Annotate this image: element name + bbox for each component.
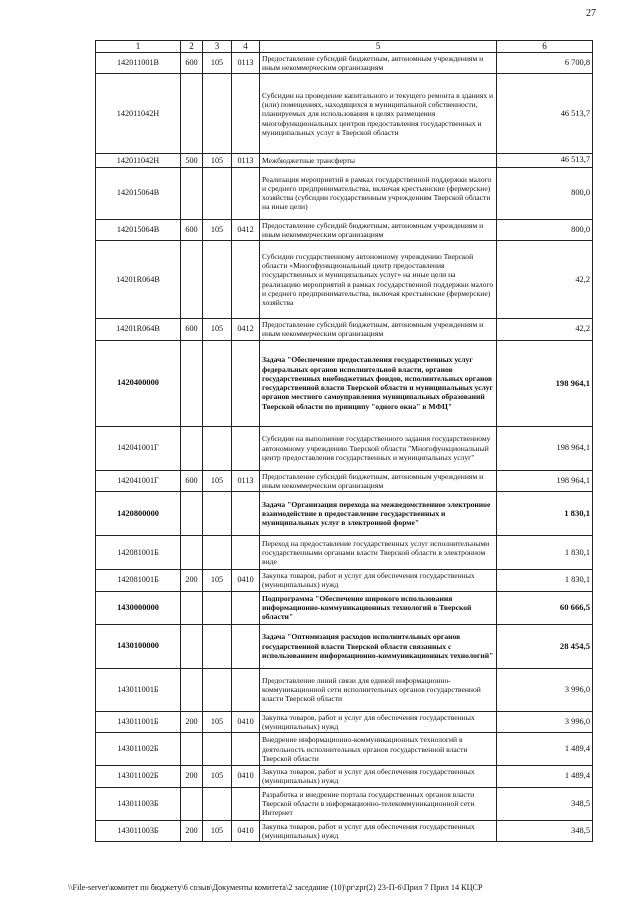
row-description: Закупка товаров, работ и услуг для обеспечения государственных (муниципальных) нужд [260,766,497,788]
row-col-4 [232,426,260,470]
row-code: 142011042Н [96,74,181,154]
row-col-3 [203,787,232,820]
row-col-3: 105 [203,570,232,592]
row-col-2 [181,624,203,668]
row-col-4 [232,492,260,536]
table-row [96,820,593,842]
row-description: Субсидии на проведение капитального и текущего ремонта в зданиях и (или) помещениях, находящихся в муниципальной собственности, планируемых для использования в целях размещения многофункциональных центров предоставления государственных и муниципальных услуг в Тверской области [260,74,497,154]
row-amount: 800,0 [497,219,593,241]
row-description: Субсидии на выполнение государственного задания государственному автономному учреждению Тверской области "Многофункциональный центр предоставления государственных и муниципальных услуг" [260,426,497,470]
row-description: Задача "Организация перехода на межведомственное электронное взаимодействие в предоставление государственных и муниципальных услуг в электронной форме" [260,492,497,536]
row-col-4: 0410 [232,711,260,733]
row-description: Подпрограмма "Обеспечение широкого использования информационно-коммуникационных технологий в Тверской области" [260,591,497,624]
column-header: 3 [203,41,232,53]
row-col-4: 0410 [232,766,260,788]
row-code: 142081001Б [96,536,181,570]
table-row [96,167,593,219]
column-header: 4 [232,41,260,53]
row-col-2 [181,426,203,470]
row-amount: 1 489,4 [497,733,593,766]
row-col-2: 200 [181,570,203,592]
row-amount: 1 830,1 [497,492,593,536]
row-amount: 6 700,8 [497,52,593,74]
row-col-2: 600 [181,219,203,241]
row-code: 142015064В [96,167,181,219]
table-body [96,52,593,841]
row-col-3: 105 [203,219,232,241]
row-col-4 [232,668,260,711]
row-col-3: 105 [203,470,232,492]
table-row [96,340,593,426]
row-col-3 [203,591,232,624]
row-amount: 198 964,1 [497,340,593,426]
row-description: Предоставление линий связи для единой информационно-коммуникационной сети исполнительных органов государственной власти Тверской области [260,668,497,711]
row-col-4: 0113 [232,470,260,492]
row-col-4 [232,733,260,766]
row-col-3 [203,340,232,426]
row-col-4 [232,167,260,219]
row-col-3 [203,536,232,570]
row-description: Задача "Обеспечение предоставления государственных услуг федеральных органов исполнительной власти, органов государственных внебюджетных фондов, исполнительных органов государственной власти Тверской области и муниципальных услуг органов местного самоуправления муниципальных образований Тверской области по принципу "одного окна" в МФЦ" [260,340,497,426]
table-row [96,154,593,167]
table-row [96,74,593,154]
table-row [96,766,593,788]
table-row [96,624,593,668]
row-col-4: 0113 [232,52,260,74]
row-amount: 800,0 [497,167,593,219]
row-code: 143011001Б [96,668,181,711]
row-col-3 [203,624,232,668]
table-row [96,536,593,570]
table-row [96,733,593,766]
row-description: Реализация мероприятий в рамках государственной поддержки малого и среднего предпринимательства, включая крестьянские (фермерские) хозяйства (субсидии государственным учреждениям Тверской области на иные цели) [260,167,497,219]
row-description: Предоставление субсидий бюджетным, автономным учреждениям и иным некоммерческим организациям [260,470,497,492]
table-row [96,591,593,624]
row-description: Закупка товаров, работ и услуг для обеспечения государственных (муниципальных) нужд [260,570,497,592]
row-col-4: 0113 [232,154,260,167]
row-amount: 42,2 [497,241,593,319]
row-code: 142011001В [96,52,181,74]
row-col-2 [181,74,203,154]
row-col-3 [203,167,232,219]
row-col-3 [203,492,232,536]
row-amount: 46 513,7 [497,154,593,167]
file-path-footer: \\File-server\комитет по бюджету\6 созыв\Документы комитета\2 заседание (10)\pr\zpr(2) 23-П-6\Прил 7 Прил 14 КЦСР [68,883,483,892]
row-col-3: 105 [203,711,232,733]
row-amount: 28 454,5 [497,624,593,668]
row-amount: 60 666,5 [497,591,593,624]
row-col-2: 600 [181,52,203,74]
row-description: Закупка товаров, работ и услуг для обеспечения государственных (муниципальных) нужд [260,711,497,733]
row-code: 142041001Г [96,470,181,492]
row-description: Предоставление субсидий бюджетным, автономным учреждениям и иным некоммерческим организациям [260,219,497,241]
row-description: Разработка и внедрение портала государственных органов власти Тверской области в информационно-телекоммуникационной сети Интернет [260,787,497,820]
table-row [96,711,593,733]
row-col-4 [232,74,260,154]
row-col-2: 500 [181,154,203,167]
row-col-3 [203,733,232,766]
row-col-4: 0410 [232,820,260,842]
row-description: Закупка товаров, работ и услуг для обеспечения государственных (муниципальных) нужд [260,820,497,842]
row-col-3: 105 [203,766,232,788]
row-code: 14201R064В [96,241,181,319]
row-amount: 46 513,7 [497,74,593,154]
row-code: 1430100000 [96,624,181,668]
table-row [96,219,593,241]
row-col-3 [203,668,232,711]
table-row [96,426,593,470]
row-code: 143011003Б [96,820,181,842]
row-amount: 198 964,1 [497,426,593,470]
column-header: 6 [497,41,593,53]
row-code: 142015064В [96,219,181,241]
row-col-3: 105 [203,52,232,74]
row-col-3 [203,426,232,470]
row-amount: 1 830,1 [497,570,593,592]
budget-table [95,40,593,842]
column-header: 5 [260,41,497,53]
row-col-4: 0412 [232,219,260,241]
row-code: 1430000000 [96,591,181,624]
row-amount: 3 996,0 [497,711,593,733]
row-code: 142081001Б [96,570,181,592]
row-code: 142011042Н [96,154,181,167]
table-row [96,319,593,341]
table-row [96,241,593,319]
table-header-row [96,41,593,53]
row-col-2 [181,668,203,711]
row-col-3: 105 [203,820,232,842]
row-amount: 348,5 [497,787,593,820]
row-code: 143011002Б [96,733,181,766]
row-description: Задача "Оптимизация расходов исполнительных органов государственной власти Тверской области связанных с использованием информационно-коммуникационных технологий" [260,624,497,668]
row-col-2: 600 [181,470,203,492]
row-code: 143011002Б [96,766,181,788]
row-col-2 [181,591,203,624]
row-description: Предоставление субсидий бюджетным, автономным учреждениям и иным некоммерческим организациям [260,52,497,74]
row-description: Межбюджетные трансферты [260,154,497,167]
table-row [96,570,593,592]
row-col-2: 200 [181,766,203,788]
row-col-3: 105 [203,319,232,341]
row-code: 1420800000 [96,492,181,536]
table-row [96,668,593,711]
row-col-4 [232,591,260,624]
row-col-4: 0412 [232,319,260,341]
row-amount: 348,5 [497,820,593,842]
row-code: 14201R064В [96,319,181,341]
row-col-2: 200 [181,820,203,842]
row-code: 143011001Б [96,711,181,733]
page-number: 27 [586,8,596,19]
row-col-2 [181,241,203,319]
row-col-2: 200 [181,711,203,733]
row-description: Переход на предоставление государственных услуг исполнительными государственными органами власти Тверской области в электронном виде [260,536,497,570]
row-amount: 1 489,4 [497,766,593,788]
row-col-2 [181,787,203,820]
table-row [96,470,593,492]
row-col-2: 600 [181,319,203,341]
row-col-2 [181,733,203,766]
row-amount: 1 830,1 [497,536,593,570]
column-header: 2 [181,41,203,53]
row-col-3: 105 [203,154,232,167]
row-col-4 [232,787,260,820]
row-amount: 3 996,0 [497,668,593,711]
row-code: 143011003Б [96,787,181,820]
row-code: 142041001Г [96,426,181,470]
row-col-2 [181,492,203,536]
row-col-2 [181,536,203,570]
row-code: 1420400000 [96,340,181,426]
column-header: 1 [96,41,181,53]
row-col-4 [232,536,260,570]
table-row [96,492,593,536]
row-description: Субсидии государственному автономному учреждению Тверской области «Многофункциональный центр предоставления государственных и муниципальных услуг» на иные цели на реализацию мероприятий в рамках государственной поддержки малого и среднего предпринимательства, включая крестьянские (фермерские) хозяйства [260,241,497,319]
row-col-4 [232,340,260,426]
row-col-3 [203,74,232,154]
table-row [96,52,593,74]
table-row [96,787,593,820]
row-col-2 [181,340,203,426]
row-col-4 [232,624,260,668]
row-col-4: 0410 [232,570,260,592]
row-col-3 [203,241,232,319]
row-description: Предоставление субсидий бюджетным, автономным учреждениям и иным некоммерческим организациям [260,319,497,341]
row-amount: 198 964,1 [497,470,593,492]
row-col-4 [232,241,260,319]
row-description: Внедрение информационно-коммуникационных технологий в деятельность исполнительных органов государственной власти Тверской области [260,733,497,766]
row-col-2 [181,167,203,219]
row-amount: 42,2 [497,319,593,341]
